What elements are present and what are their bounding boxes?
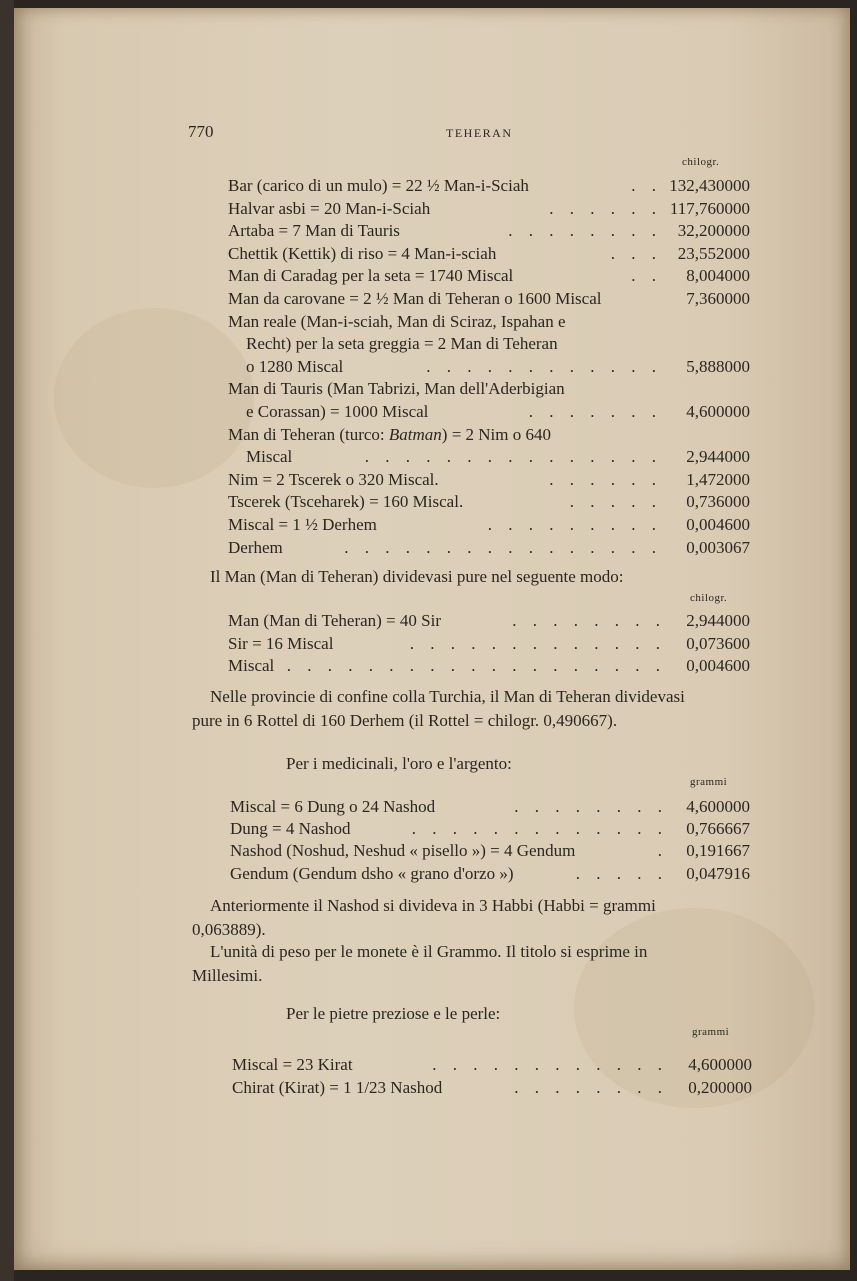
leader-dots: . . . . . . . . . . . . . . . . <box>344 537 662 557</box>
row-value: 2,944000 <box>686 611 750 630</box>
row-value: 132,430000 <box>669 176 750 195</box>
row-label: Gendum (Gendum dsho « grano d'orzo ») <box>230 863 514 883</box>
row-label: Man di Caradag per la seta = 1740 Miscal <box>228 266 514 286</box>
leader-dots: . . . . . <box>575 863 668 883</box>
table-row <box>14 174 850 197</box>
row-label: Miscal = 1 ½ Derhem <box>228 515 377 534</box>
table-row <box>14 839 850 862</box>
leader-dots: . . <box>631 266 662 286</box>
row-value: 4,600000 <box>686 797 750 816</box>
leader-dots: . . . <box>610 243 662 263</box>
table-row <box>14 423 850 446</box>
leader-dots: . . . . . . . . . . . . . <box>411 819 668 839</box>
table-row <box>14 264 850 287</box>
running-head: TEHERAN <box>446 126 513 140</box>
leader-dots: . . . . . . . . <box>514 1078 668 1097</box>
table-row <box>14 468 850 491</box>
table-row <box>14 862 850 885</box>
leader-dots: . . . . . . . . <box>512 611 666 630</box>
paragraph-turkey-line1: Nelle provincie di confine colla Turchia, il Man di Teheran dividevasi <box>210 687 685 706</box>
leader-dots: . . . . . . . . . . . . <box>432 1055 668 1074</box>
table-row <box>14 1076 850 1099</box>
paragraph-coin-line1: L'unità di peso per le monete è il Grammo. Il titolo si esprime in <box>210 942 648 961</box>
row-value: 0,047916 <box>686 863 750 883</box>
row-label: Tscerek (Tsceharek) = 160 Miscal. <box>228 492 464 512</box>
leader-dots: . . . . . . . . . . . . . . . . . . . <box>286 656 666 676</box>
row-label: Bar (carico di un mulo) = 22 ½ Man-i-Sciah <box>228 176 529 195</box>
row-value: 4,600000 <box>686 402 750 421</box>
leader-dots: . . . . . . . . . . . . . <box>409 633 666 653</box>
table-row <box>14 609 850 632</box>
row-value: 1,472000 <box>686 469 750 489</box>
paragraph-nashod-line2: 0,063889). <box>192 920 266 939</box>
row-label: Artaba = 7 Man di Tauris <box>228 221 400 241</box>
leader-dots: . . . . . . <box>549 198 662 218</box>
row-label: Miscal <box>246 447 293 467</box>
row-value: 0,004600 <box>686 656 750 676</box>
row-value: 32,200000 <box>677 221 750 241</box>
row-value: 0,766667 <box>686 819 750 839</box>
leader-dots: . . . . . . . . <box>508 221 662 241</box>
row-label: o 1280 Miscal <box>246 356 344 376</box>
row-label: Miscal = 6 Dung o 24 Nashod <box>230 797 436 816</box>
row-label: Chettik (Kettik) di riso = 4 Man-i-sciah <box>228 243 497 263</box>
table-row <box>14 490 850 513</box>
unit-label: grammi <box>692 1026 730 1038</box>
table-row <box>14 817 850 840</box>
table-row <box>14 654 850 677</box>
row-label: e Corassan) = 1000 Miscal <box>246 402 429 421</box>
table-row <box>14 445 850 468</box>
row-label: Recht) per la seta greggia = 2 Man di Teheran <box>246 334 558 354</box>
leader-dots: . . . . . . . <box>528 402 662 421</box>
leader-dots: . . . . . . . . <box>514 797 668 816</box>
book-spine <box>0 0 14 1281</box>
row-value: 5,888000 <box>686 356 750 376</box>
row-value: 2,944000 <box>686 447 750 467</box>
table-row <box>14 310 850 333</box>
leader-dots: . . <box>631 176 662 195</box>
italic-term: Batman <box>388 424 442 444</box>
table-row <box>14 242 850 265</box>
paragraph-man-division: Il Man (Man di Teheran) dividevasi pure nel seguente modo: <box>210 567 624 586</box>
row-value: 0,736000 <box>686 492 750 512</box>
leader-dots: . <box>657 841 668 861</box>
row-label: Derhem <box>228 537 283 557</box>
paragraph-turkey-line2: pure in 6 Rottel di 160 Derhem (il Rottel = chilogr. 0,490667). <box>192 711 618 730</box>
table-row <box>14 400 850 423</box>
row-label: Miscal <box>228 656 275 676</box>
paragraph-gems-heading: Per le pietre preziose e le perle: <box>286 1004 501 1023</box>
row-value: 0,004600 <box>686 515 750 534</box>
paragraph-nashod-line1: Anteriormente il Nashod si divideva in 3 Habbi (Habbi = grammi <box>210 896 656 915</box>
table-row <box>14 632 850 655</box>
row-label: Nashod (Noshud, Neshud « pisello ») = 4 Gendum <box>230 841 576 861</box>
row-label: Chirat (Kirat) = 1 1/23 Nashod <box>232 1078 443 1097</box>
row-label: Miscal = 23 Kirat <box>232 1055 353 1074</box>
table-row <box>14 1053 850 1076</box>
row-label: Dung = 4 Nashod <box>230 819 351 839</box>
leader-dots: . . . . . . . . . <box>487 515 662 534</box>
row-value: 117,760000 <box>669 198 750 218</box>
book-page <box>14 8 850 1270</box>
row-value: 4,600000 <box>688 1055 752 1074</box>
leader-dots: . . . . . . <box>549 469 662 489</box>
row-value: 7,360000 <box>686 289 750 308</box>
table-row <box>14 219 850 242</box>
leader-dots: . . . . . <box>569 492 662 512</box>
paragraph-coin-line2: Millesimi. <box>192 966 263 985</box>
row-label: Man di Teheran (turco: Batman) = 2 Nim o 640 <box>228 424 552 444</box>
row-value: 0,073600 <box>686 633 750 653</box>
page-number: 770 <box>188 122 214 141</box>
row-value: 8,004000 <box>686 266 750 286</box>
row-label: Man (Man di Teheran) = 40 Sir <box>228 611 441 630</box>
row-label: Nim = 2 Tscerek o 320 Miscal. <box>228 469 439 489</box>
table-row <box>14 536 850 559</box>
unit-label: chilogr. <box>690 592 728 604</box>
paragraph-medicinal-heading: Per i medicinali, l'oro e l'argento: <box>286 754 512 773</box>
row-value: 23,552000 <box>677 243 750 263</box>
row-label: Sir = 16 Miscal <box>228 633 334 653</box>
table-row <box>14 332 850 355</box>
row-value: 0,003067 <box>686 537 750 557</box>
row-value: 0,191667 <box>686 841 750 861</box>
leader-dots: . . . . . . . . . . . . . . . <box>364 447 662 467</box>
row-label: Man da carovane = 2 ½ Man di Teheran o 1600 Miscal <box>228 289 602 308</box>
unit-label: grammi <box>690 776 728 788</box>
row-label: Man di Tauris (Man Tabrizi, Man dell'Aderbigian <box>228 379 565 399</box>
table-row <box>14 287 850 310</box>
table-row <box>14 795 850 818</box>
table-row <box>14 355 850 378</box>
row-value: 0,200000 <box>688 1078 752 1097</box>
table-row <box>14 377 850 400</box>
table-row <box>14 513 850 536</box>
row-label: Man reale (Man-i-sciah, Man di Sciraz, Ispahan e <box>228 311 566 331</box>
unit-label: chilogr. <box>682 156 720 168</box>
leader-dots: . . . . . . . . . . . . <box>426 356 662 376</box>
table-row <box>14 197 850 220</box>
row-label: Halvar asbi = 20 Man-i-Sciah <box>228 198 431 218</box>
